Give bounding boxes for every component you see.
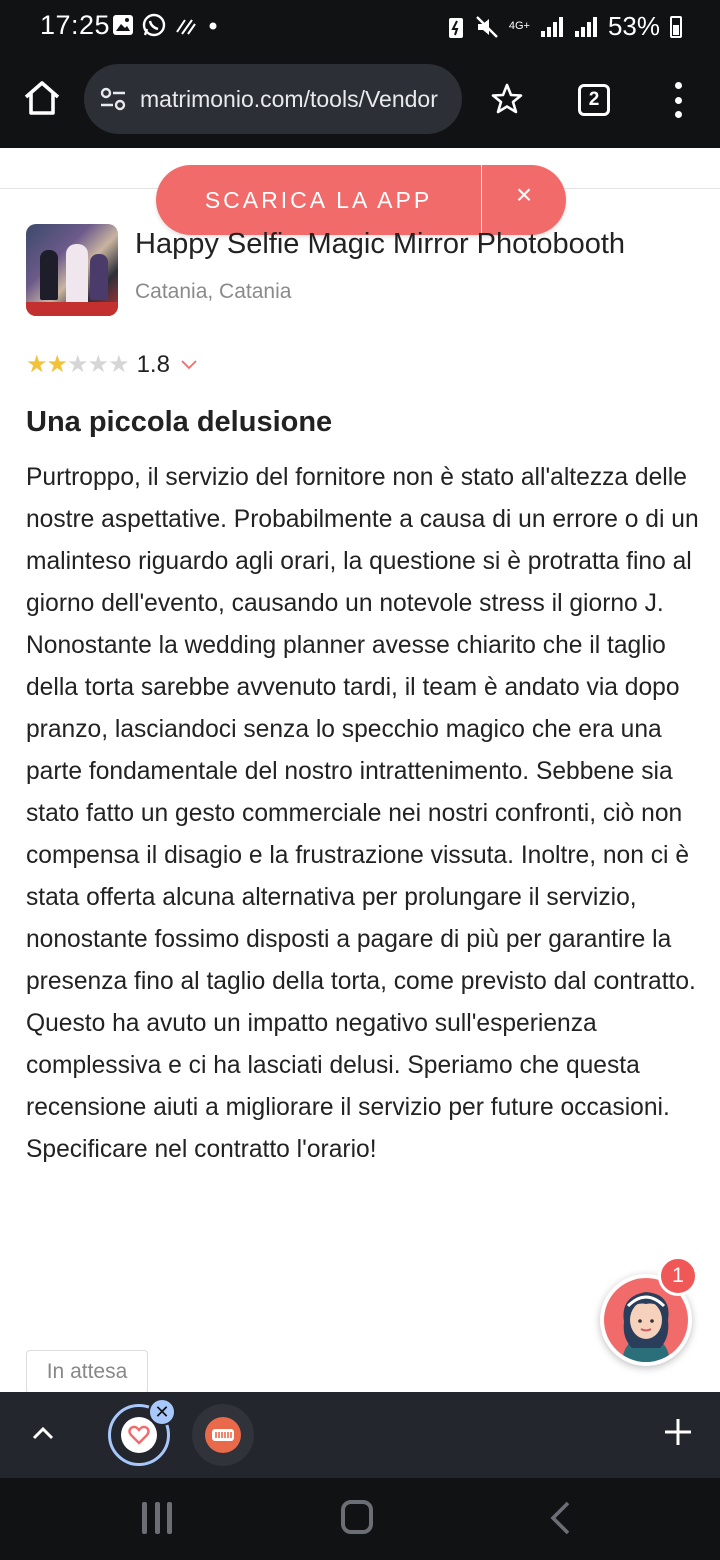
- status-bar: [0, 0, 720, 52]
- star-empty-icon: ★: [108, 351, 130, 378]
- tab-switcher-button[interactable]: 2: [578, 84, 610, 116]
- system-icons: [447, 11, 682, 42]
- vendor-thumbnail[interactable]: [26, 224, 118, 316]
- download-app-banner[interactable]: [156, 165, 566, 235]
- star-filled-icon: ★: [46, 351, 69, 378]
- system-home-icon[interactable]: [341, 1500, 373, 1534]
- battery-saver-icon: [447, 15, 465, 39]
- network-type: 4G+: [508, 20, 530, 32]
- tune-icon[interactable]: [98, 84, 128, 114]
- star-empty-icon: ★: [87, 351, 110, 378]
- star-empty-icon: ★: [67, 351, 89, 378]
- star-outline-icon[interactable]: [490, 82, 524, 116]
- whatsapp-icon: [142, 13, 166, 37]
- back-icon[interactable]: [548, 1500, 572, 1536]
- dot-icon: [206, 14, 220, 36]
- tab-other-site[interactable]: [192, 1404, 254, 1466]
- mute-icon: [475, 15, 499, 39]
- site-favicon-icon: [211, 1426, 235, 1444]
- signal-roaming-icon: [574, 16, 598, 38]
- rating-value: 1.8: [136, 350, 170, 378]
- chat-notification-badge: 1: [658, 1256, 698, 1296]
- star-filled-icon: ★: [26, 351, 48, 378]
- download-app-label[interactable]: SCARICA LA APP: [204, 186, 433, 213]
- home-icon[interactable]: [20, 76, 64, 120]
- chevron-down-icon[interactable]: [180, 359, 198, 371]
- chevron-up-icon[interactable]: [30, 1420, 56, 1446]
- battery-percent: 53%: [607, 11, 660, 41]
- close-tab-icon[interactable]: ✕: [148, 1398, 176, 1426]
- system-navigation: [0, 1478, 720, 1560]
- tab-strip: [0, 1392, 720, 1478]
- banner-separator: [481, 165, 482, 235]
- review-status-badge: In attesa: [26, 1350, 148, 1394]
- review-body: Purtroppo, il servizio del fornitore non è stato all'altezza delle nostre aspettative. Probabilmente a causa di un errore o di un malinteso riguardo agli orari, la questione si è protratta fino al giorno dell'evento, causando un notevole stress il giorno J. Nonostante la wedding planner avesse chiarito che il taglio della torta sarebbe avvenuto tardi, il team è andato via dopo pranzo, lasciandoci senza lo specchio magico che era una parte fondamentale del nostro intrattenimento. Sebbene sia stato fatto un gesto commerciale nei nostri confronti, ciò non compensa il disagio e la frustrazione vissuta. Inoltre, non ci è stata offerta alcuna alternativa per prolungare il servizio, nonostante fossimo disposti a pagare di più per garantire la presenza fino al taglio della torta, come previsto dal contratto. Questo ha avuto un impatto negativo sull'esperienza complessiva e ci ha lasciati delusi. Speriamo che questa recensione aiuti a migliorare il servizio per future occasioni. Specificare nel contratto l'orario!: [26, 464, 699, 1163]
- plus-icon[interactable]: [662, 1416, 694, 1448]
- heart-icon: [128, 1425, 150, 1445]
- review-title: Una piccola delusione: [26, 406, 333, 438]
- notification-icons: [112, 13, 220, 37]
- url-text[interactable]: matrimonio.com/tools/Vendor: [140, 85, 438, 112]
- browser-toolbar: [0, 52, 720, 148]
- vendor-location: Catania, Catania: [135, 280, 292, 303]
- battery-icon: [670, 16, 682, 38]
- vendor-name[interactable]: Happy Selfie Magic Mirror Photobooth: [135, 228, 626, 260]
- recents-icon[interactable]: [142, 1502, 172, 1534]
- status-time: 17:25: [40, 10, 111, 40]
- address-bar[interactable]: [84, 64, 462, 134]
- banner-close-button[interactable]: ×: [515, 179, 533, 210]
- gallery-icon: [112, 14, 134, 36]
- signal-icon: [540, 16, 564, 38]
- more-vert-icon[interactable]: [668, 82, 688, 118]
- signal-waves-icon: [174, 14, 198, 36]
- rating-summary[interactable]: [26, 350, 198, 379]
